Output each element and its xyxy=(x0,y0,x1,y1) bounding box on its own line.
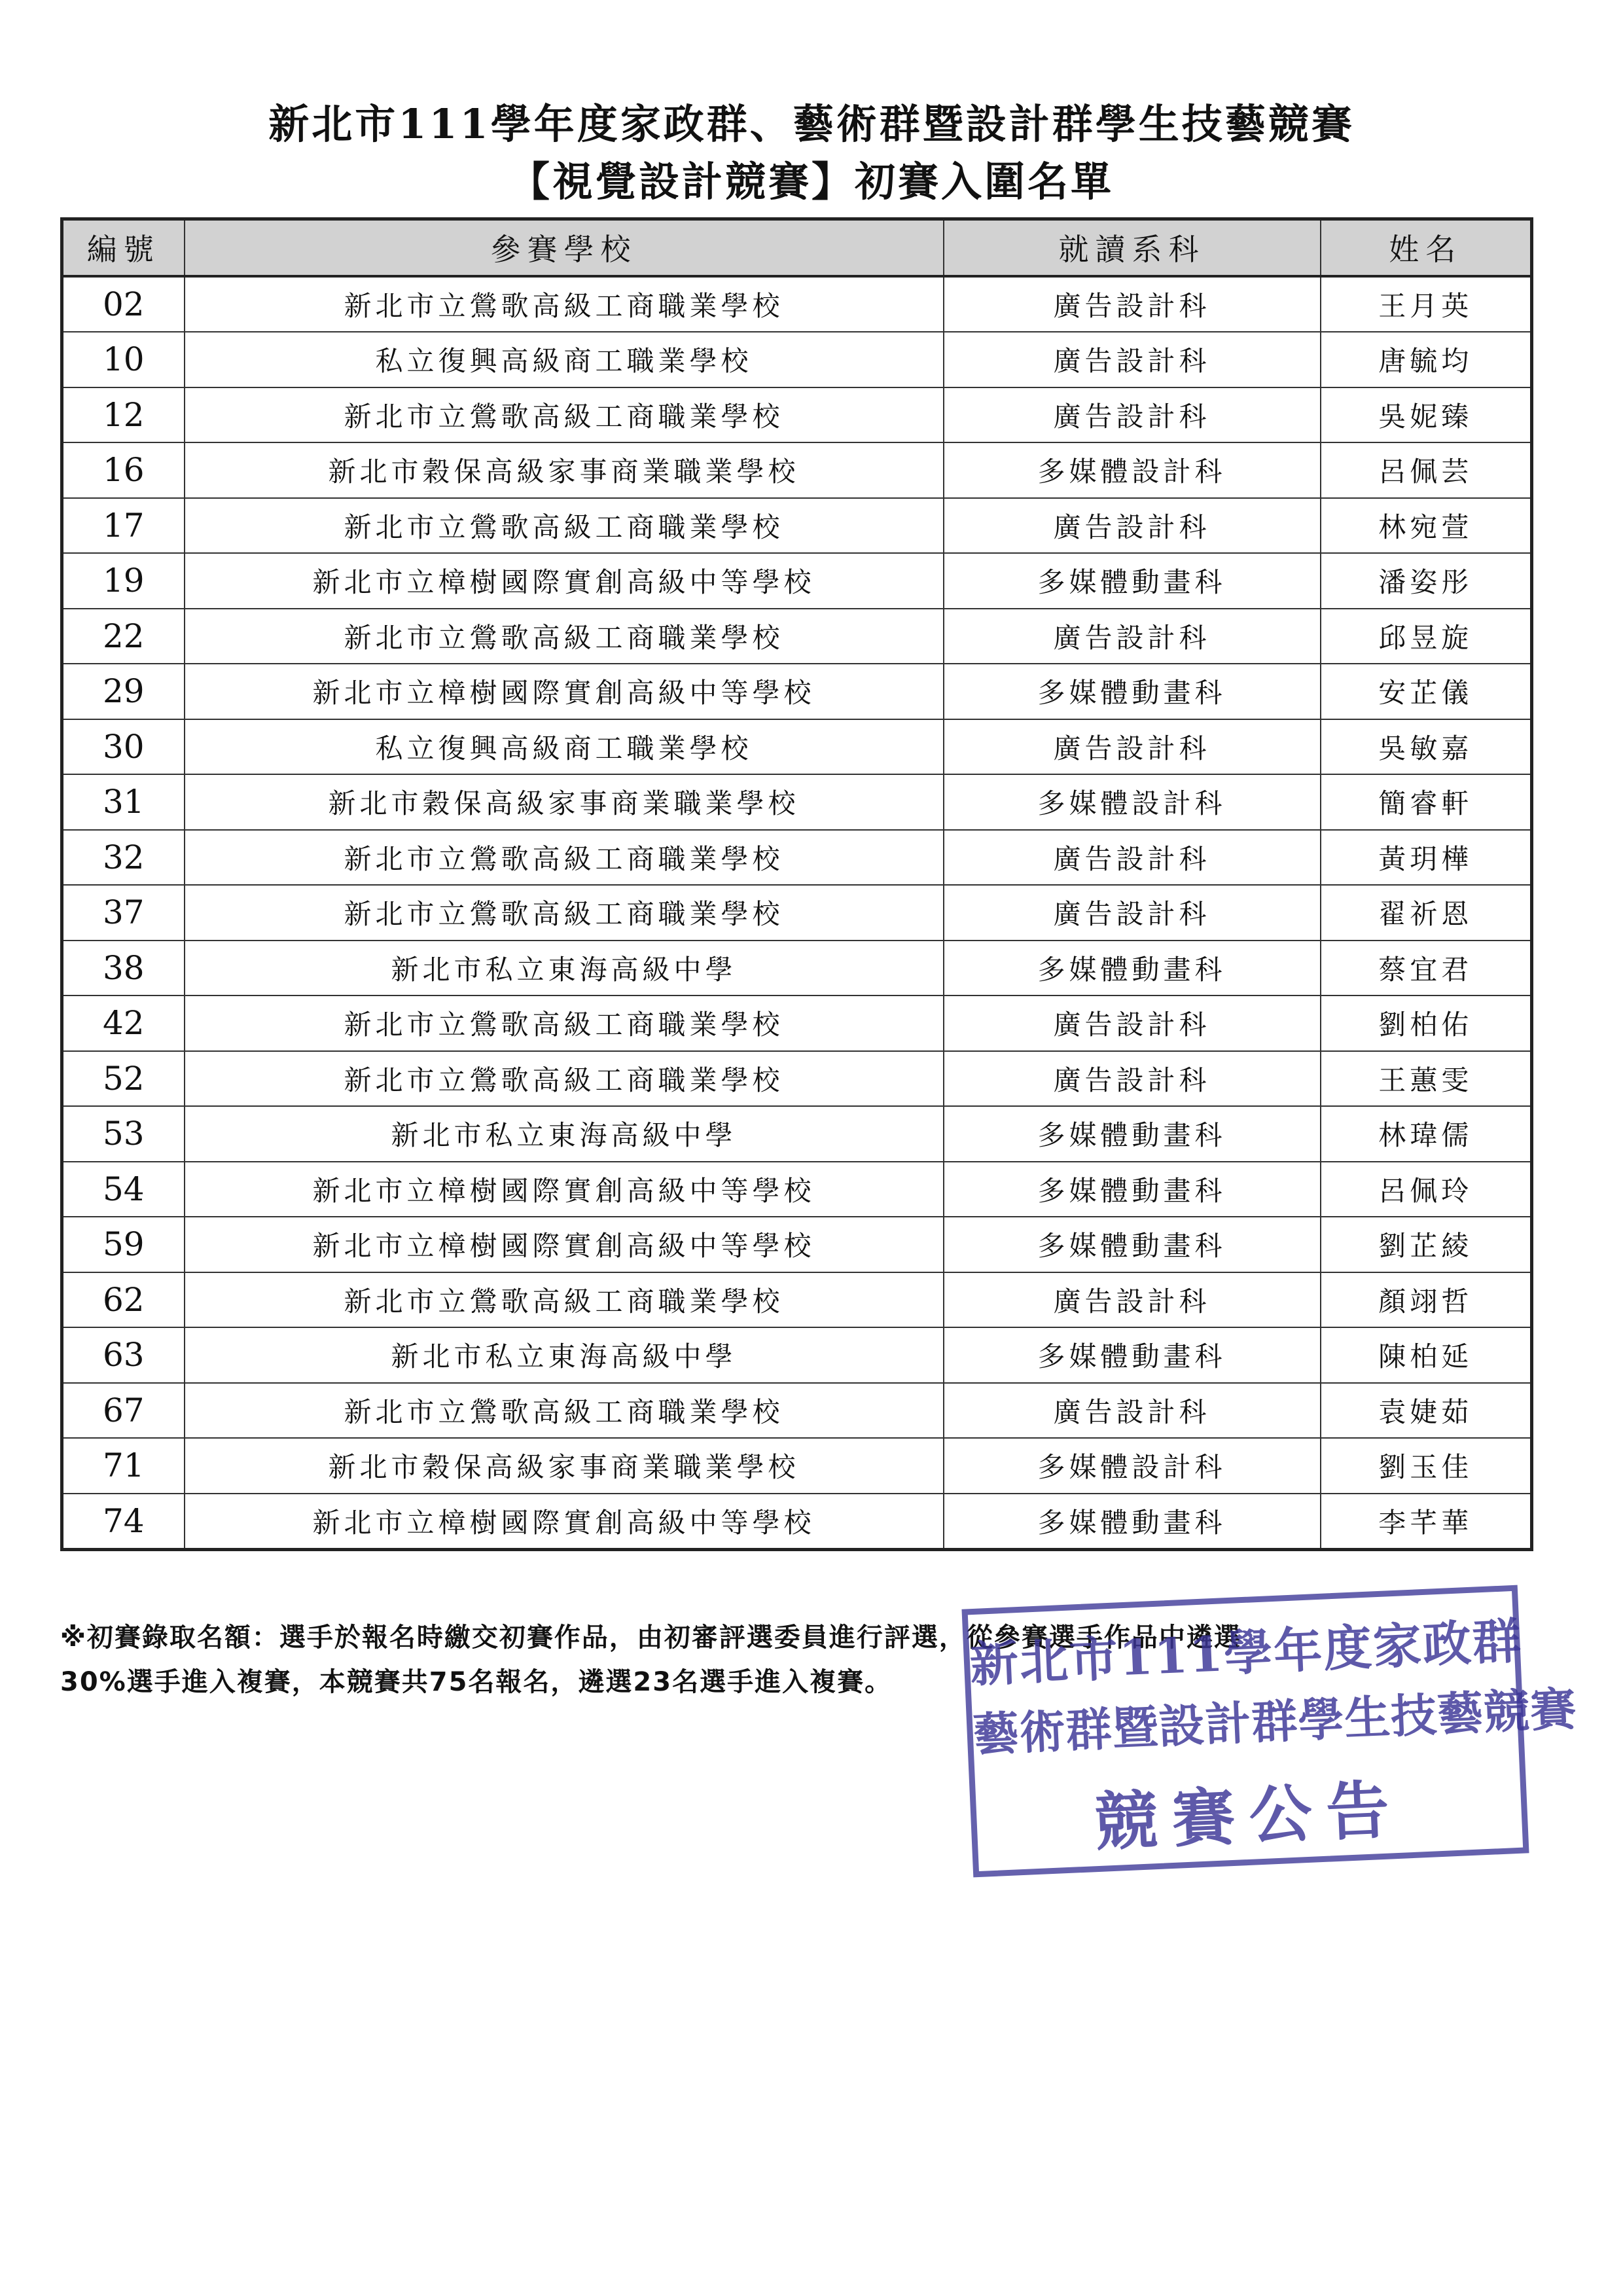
cell-number: 37 xyxy=(62,885,185,941)
cell-name: 呂佩玲 xyxy=(1321,1162,1532,1217)
table-row xyxy=(62,1106,1532,1162)
cell-department: 廣告設計科 xyxy=(944,1272,1321,1328)
cell-name: 李芊華 xyxy=(1321,1494,1532,1550)
table-row xyxy=(62,332,1532,387)
official-stamp xyxy=(961,1585,1578,1878)
table-row xyxy=(62,1327,1532,1383)
document-subtitle: 【視覺設計競賽】初賽入圍名單 xyxy=(508,158,1114,206)
table-row xyxy=(62,1494,1532,1550)
table-row xyxy=(62,1162,1532,1217)
cell-number: 62 xyxy=(62,1272,185,1328)
cell-number: 74 xyxy=(62,1494,185,1550)
finalist-table xyxy=(60,217,1533,1551)
cell-name: 袁婕茹 xyxy=(1321,1383,1532,1439)
cell-name: 呂佩芸 xyxy=(1321,442,1532,498)
cell-school: 新北市穀保高級家事商業職業學校 xyxy=(185,442,944,498)
cell-school: 新北市私立東海高級中學 xyxy=(185,1327,944,1383)
cell-school: 新北市私立東海高級中學 xyxy=(185,941,944,996)
cell-department: 多媒體動畫科 xyxy=(944,941,1321,996)
table-row xyxy=(62,1272,1532,1328)
cell-number: 54 xyxy=(62,1162,185,1217)
cell-school: 新北市立樟樹國際實創高級中等學校 xyxy=(185,664,944,719)
cell-name: 唐毓均 xyxy=(1321,332,1532,387)
cell-department: 廣告設計科 xyxy=(944,498,1321,554)
cell-number: 71 xyxy=(62,1438,185,1494)
table-row xyxy=(62,1051,1532,1107)
cell-number: 22 xyxy=(62,609,185,664)
cell-number: 29 xyxy=(62,664,185,719)
cell-number: 53 xyxy=(62,1106,185,1162)
table-row xyxy=(62,941,1532,996)
cell-school: 新北市私立東海高級中學 xyxy=(185,1106,944,1162)
selection-note-line2: 30%選手進入複賽，本競賽共75名報名，遴選23名選手進入複賽。 xyxy=(60,1667,893,1697)
stamp-line3: 競賽公告 xyxy=(1093,1772,1405,1860)
cell-name: 蔡宜君 xyxy=(1321,941,1532,996)
cell-name: 王蕙雯 xyxy=(1321,1051,1532,1107)
cell-name: 黃玥樺 xyxy=(1321,830,1532,886)
cell-name: 翟祈恩 xyxy=(1321,885,1532,941)
cell-name: 劉玉佳 xyxy=(1321,1438,1532,1494)
cell-school: 新北市立樟樹國際實創高級中等學校 xyxy=(185,1217,944,1272)
cell-department: 廣告設計科 xyxy=(944,609,1321,664)
cell-name: 吳妮臻 xyxy=(1321,387,1532,443)
table-row xyxy=(62,719,1532,775)
cell-department: 多媒體動畫科 xyxy=(944,1106,1321,1162)
cell-school: 新北市立鶯歌高級工商職業學校 xyxy=(185,1051,944,1107)
cell-department: 多媒體動畫科 xyxy=(944,1162,1321,1217)
cell-department: 多媒體動畫科 xyxy=(944,664,1321,719)
cell-school: 新北市立樟樹國際實創高級中等學校 xyxy=(185,553,944,609)
cell-name: 吳敏嘉 xyxy=(1321,719,1532,775)
cell-number: 02 xyxy=(62,276,185,332)
document-title: 新北市111學年度家政群、藝術群暨設計群學生技藝競賽 xyxy=(268,100,1355,148)
table-row xyxy=(62,442,1532,498)
table-row xyxy=(62,1217,1532,1272)
table-row xyxy=(62,774,1532,830)
cell-name: 林宛萱 xyxy=(1321,498,1532,554)
table-row xyxy=(62,609,1532,664)
cell-number: 10 xyxy=(62,332,185,387)
cell-school: 新北市立樟樹國際實創高級中等學校 xyxy=(185,1162,944,1217)
cell-department: 多媒體設計科 xyxy=(944,774,1321,830)
cell-school: 新北市立鶯歌高級工商職業學校 xyxy=(185,609,944,664)
cell-name: 陳柏延 xyxy=(1321,1327,1532,1383)
table-row xyxy=(62,1438,1532,1494)
cell-department: 多媒體動畫科 xyxy=(944,1327,1321,1383)
cell-department: 廣告設計科 xyxy=(944,885,1321,941)
table-row xyxy=(62,553,1532,609)
cell-department: 廣告設計科 xyxy=(944,830,1321,886)
header-name: 姓名 xyxy=(1321,219,1532,276)
table-header xyxy=(62,219,1532,276)
header-number: 編號 xyxy=(62,219,185,276)
cell-department: 廣告設計科 xyxy=(944,996,1321,1051)
cell-number: 16 xyxy=(62,442,185,498)
cell-department: 廣告設計科 xyxy=(944,276,1321,332)
cell-number: 17 xyxy=(62,498,185,554)
cell-school: 新北市立鶯歌高級工商職業學校 xyxy=(185,885,944,941)
cell-number: 32 xyxy=(62,830,185,886)
cell-name: 簡睿軒 xyxy=(1321,774,1532,830)
cell-department: 多媒體設計科 xyxy=(944,1438,1321,1494)
stamp-line1: 新北市111學年度家政群 xyxy=(969,1613,1524,1694)
header-row xyxy=(62,219,1532,276)
cell-department: 多媒體動畫科 xyxy=(944,553,1321,609)
table-row xyxy=(62,664,1532,719)
cell-number: 42 xyxy=(62,996,185,1051)
cell-department: 多媒體設計科 xyxy=(944,442,1321,498)
cell-school: 新北市立鶯歌高級工商職業學校 xyxy=(185,1383,944,1439)
header-school: 參賽學校 xyxy=(185,219,944,276)
cell-name: 劉柏佑 xyxy=(1321,996,1532,1051)
cell-number: 63 xyxy=(62,1327,185,1383)
cell-department: 廣告設計科 xyxy=(944,1383,1321,1439)
table-row xyxy=(62,387,1532,443)
cell-name: 邱昱旋 xyxy=(1321,609,1532,664)
cell-number: 67 xyxy=(62,1383,185,1439)
cell-school: 新北市穀保高級家事商業職業學校 xyxy=(185,1438,944,1494)
cell-school: 私立復興高級商工職業學校 xyxy=(185,332,944,387)
cell-name: 劉芷綾 xyxy=(1321,1217,1532,1272)
cell-school: 新北市穀保高級家事商業職業學校 xyxy=(185,774,944,830)
cell-number: 59 xyxy=(62,1217,185,1272)
cell-name: 潘姿彤 xyxy=(1321,553,1532,609)
cell-school: 新北市立鶯歌高級工商職業學校 xyxy=(185,996,944,1051)
cell-department: 廣告設計科 xyxy=(944,387,1321,443)
cell-number: 31 xyxy=(62,774,185,830)
cell-name: 林瑋儒 xyxy=(1321,1106,1532,1162)
cell-school: 新北市立樟樹國際實創高級中等學校 xyxy=(185,1494,944,1550)
table-row xyxy=(62,996,1532,1051)
cell-number: 12 xyxy=(62,387,185,443)
table-row xyxy=(62,885,1532,941)
cell-department: 廣告設計科 xyxy=(944,1051,1321,1107)
table-row xyxy=(62,1383,1532,1439)
cell-number: 30 xyxy=(62,719,185,775)
cell-department: 廣告設計科 xyxy=(944,332,1321,387)
cell-name: 王月英 xyxy=(1321,276,1532,332)
table-body xyxy=(62,276,1532,1550)
cell-school: 新北市立鶯歌高級工商職業學校 xyxy=(185,830,944,886)
cell-school: 新北市立鶯歌高級工商職業學校 xyxy=(185,276,944,332)
table-row xyxy=(62,830,1532,886)
selection-note-line1: ※初賽錄取名額：選手於報名時繳交初賽作品，由初審評選委員進行評選，從參賽選手作品中遴選 xyxy=(60,1623,1241,1653)
cell-department: 廣告設計科 xyxy=(944,719,1321,775)
cell-name: 顏翊哲 xyxy=(1321,1272,1532,1328)
header-department: 就讀系科 xyxy=(944,219,1321,276)
table-row xyxy=(62,276,1532,332)
cell-school: 私立復興高級商工職業學校 xyxy=(185,719,944,775)
cell-number: 52 xyxy=(62,1051,185,1107)
cell-school: 新北市立鶯歌高級工商職業學校 xyxy=(185,498,944,554)
cell-name: 安芷儀 xyxy=(1321,664,1532,719)
cell-school: 新北市立鶯歌高級工商職業學校 xyxy=(185,387,944,443)
cell-number: 38 xyxy=(62,941,185,996)
stamp-line2: 藝術群暨設計群學生技藝競賽 xyxy=(972,1681,1578,1763)
cell-department: 多媒體動畫科 xyxy=(944,1217,1321,1272)
cell-school: 新北市立鶯歌高級工商職業學校 xyxy=(185,1272,944,1328)
cell-number: 19 xyxy=(62,553,185,609)
cell-department: 多媒體動畫科 xyxy=(944,1494,1321,1550)
table-row xyxy=(62,498,1532,554)
